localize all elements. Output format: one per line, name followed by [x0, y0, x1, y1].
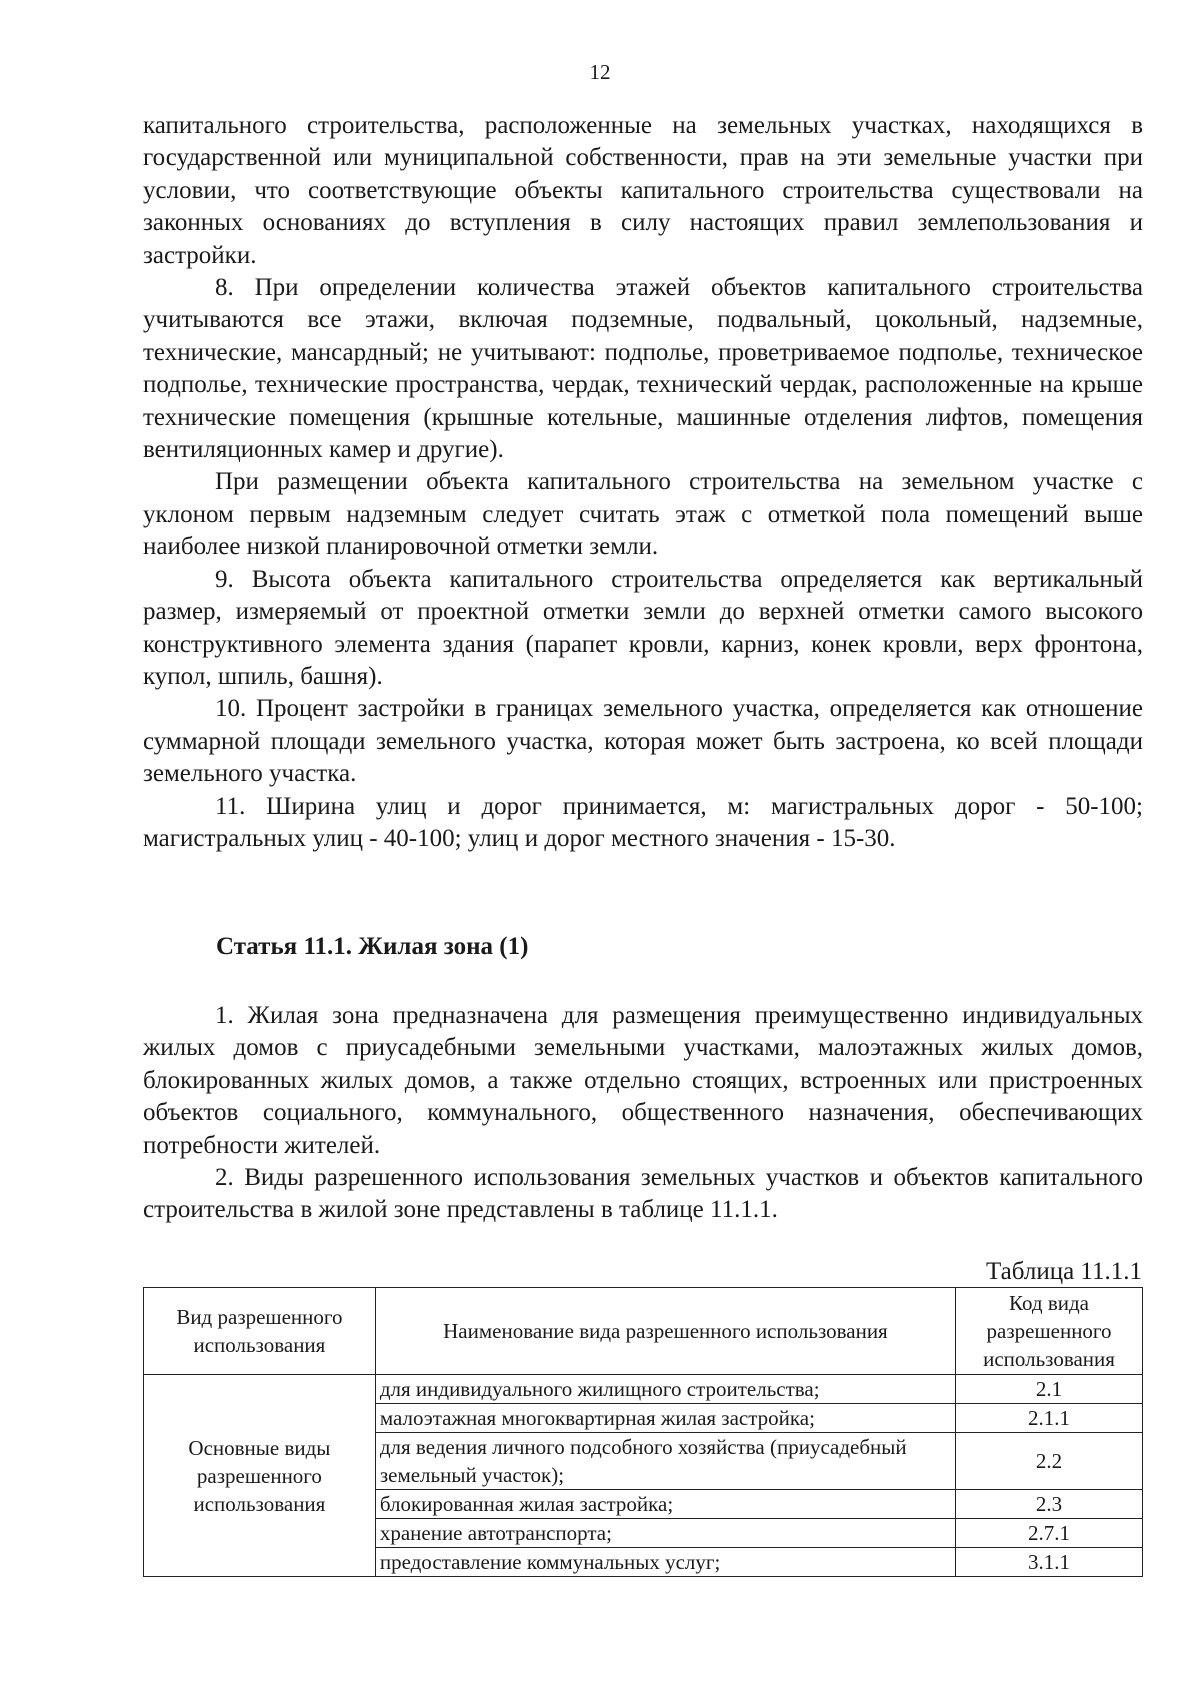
use-name-cell: блокированная жилая застройка; — [375, 1490, 955, 1519]
group-label-main-uses: Основные виды разрешенного использования — [144, 1375, 376, 1577]
paragraph-slope: При размещении объекта капитального строительства на земельном участке с уклоном первым надземным следует считать этаж с отметкой пола помещений выше наиболее низкой планировочной отметки земли. — [143, 468, 1143, 561]
text-block-top — [143, 110, 1143, 855]
paragraph-item-11: 11. Ширина улиц и дорог принимается, м: магистральных дорог - 50-100; магистральных улиц - 40-100; улиц и дорог местного значения - 15-30. — [143, 792, 1143, 852]
use-code-cell: 2.1.1 — [956, 1404, 1143, 1433]
use-code-cell: 3.1.1 — [956, 1548, 1143, 1577]
article-heading: Статья 11.1. Жилая зона (1) — [216, 933, 529, 960]
use-name-cell: для ведения личного подсобного хозяйства (приусадебный земельный участок); — [375, 1433, 955, 1490]
use-code-cell: 2.3 — [956, 1490, 1143, 1519]
use-code-cell: 2.2 — [956, 1433, 1143, 1490]
paragraph-item-8: 8. При определении количества этажей объектов капитального строительства учитываются все этажи, включая подземные, подвальный, цокольный, надземные, технические, мансардный; не учитывают: подполье, проветриваемое подполье, техническое подполье, технические пространства, чердак, технический чердак, расположенные на крыше технические помещения (крышные котельные, машинные отделения лифтов, помещения вентиляционных камер и другие). — [143, 274, 1143, 464]
header-use-code: Код вида разрешенного использования — [956, 1288, 1143, 1375]
use-name-cell: малоэтажная многоквартирная жилая застройка; — [375, 1404, 955, 1433]
text-block-article — [143, 1000, 1143, 1227]
paragraph-continuation: капитального строительства, расположенные на земельных участках, находящихся в государственной или муниципальной собственности, прав на эти земельные участки при условии, что соответствующие объекты капитального строительства существовали на законных основаниях до вступления в силу настоящих правил землепользования и застройки. — [143, 112, 1143, 269]
permitted-use-table — [143, 1287, 1143, 1577]
use-code-cell: 2.1 — [956, 1375, 1143, 1404]
use-name-cell: предоставление коммунальных услуг; — [375, 1548, 955, 1577]
page-number: 12 — [589, 60, 611, 84]
table-caption: Таблица 11.1.1 — [986, 1258, 1142, 1285]
use-name-cell: хранение автотранспорта; — [375, 1519, 955, 1548]
header-use-type: Вид разрешенного использования — [144, 1288, 376, 1375]
table-header-row — [144, 1288, 1143, 1375]
use-code-cell: 2.7.1 — [956, 1519, 1143, 1548]
paragraph-item-9: 9. Высота объекта капитального строительства определяется как вертикальный размер, измеряемый от проектной отметки земли до верхней отметки самого высокого конструктивного элемента здания (парапет кровли, карниз, конек кровли, верх фронтона, купол, шпиль, башня). — [143, 565, 1143, 690]
paragraph-article-1: 1. Жилая зона предназначена для размещения преимущественно индивидуальных жилых домов с приусадебными земельными участками, малоэтажных жилых домов, блокированных жилых домов, а также отдельно стоящих, встроенных или пристроенных объектов социального, коммунального, общественного назначения, обеспечивающих потребности жителей. — [143, 1002, 1143, 1159]
table-row — [144, 1375, 1143, 1404]
paragraph-article-2: 2. Виды разрешенного использования земельных участков и объектов капитального строительства в жилой зоне представлены в таблице 11.1.1. — [143, 1164, 1143, 1224]
use-name-cell: для индивидуального жилищного строительства; — [375, 1375, 955, 1404]
paragraph-item-10: 10. Процент застройки в границах земельного участка, определяется как отношение суммарной площади земельного участка, которая может быть застроена, ко всей площади земельного участка. — [143, 695, 1143, 788]
header-use-name: Наименование вида разрешенного использования — [375, 1288, 955, 1375]
